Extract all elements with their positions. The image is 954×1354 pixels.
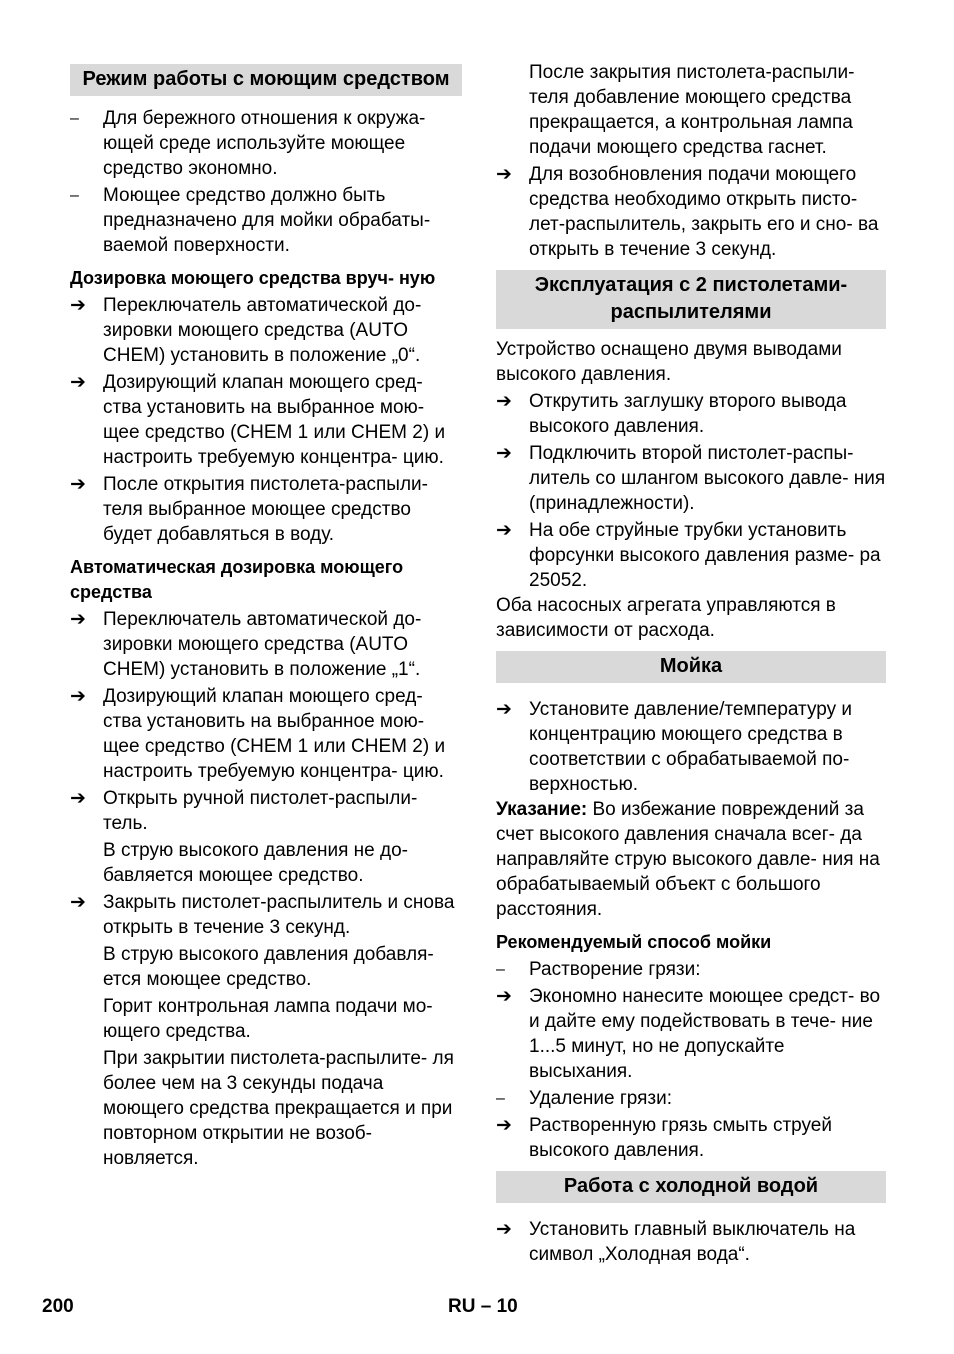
arrow-right-icon: ➔ [70,788,86,809]
list-item: – Растворение грязи: [496,959,701,980]
page-number: 200 [42,1296,74,1317]
arrow-right-icon: ➔ [70,892,86,913]
list-item: – Удаление грязи: [496,1088,673,1109]
arrow-right-icon: ➔ [496,164,512,185]
arrow-right-icon: ➔ [70,372,86,393]
paragraph: Устройство оснащено двумя выводами высокого давления. [496,339,842,385]
step-item: ➔ Переключатель автоматической до- зировки моющего средства (AUTO CHEM) установить в положение „0“. [70,295,422,366]
dash-icon: – [70,110,79,127]
step-note: В струю высокого давления не до- бавляется моющее средство. [103,840,408,886]
section-title-cold-water: Работа с холодной водой [496,1171,886,1203]
arrow-right-icon: ➔ [70,609,86,630]
arrow-right-icon: ➔ [496,1219,512,1240]
list-item: – Для бережного отношения к окружа- ющей среде используйте моющее средство экономно. [70,108,426,179]
step-note: Горит контрольная лампа подачи мо- ющего средства. [103,996,433,1042]
arrow-right-icon: ➔ [496,986,512,1007]
step-item: ➔ После открытия пистолета-распыли- теля выбранное моющее средство будет добавляться в воду. [70,474,428,545]
step-item: ➔ Установите давление/температуру и концентрацию моющего средства в соответствии с обрабатываемой по- верхностью. [496,699,853,795]
arrow-right-icon: ➔ [70,295,86,316]
arrow-right-icon: ➔ [496,443,512,464]
step-item: ➔ Установить главный выключатель на символ „Холодная вода“. [496,1219,856,1265]
section-title-dual-guns: Эксплуатация с 2 пистолетами-распылителями [496,270,886,329]
step-item: ➔ Для возобновления подачи моющего средства необходимо открыть писто- лет-распылитель, закрыть его и сно- ва открыть в течение 3 секунд. [496,164,879,260]
step-item: ➔ Открутить заглушку второго вывода высокого давления. [496,391,847,437]
step-item: ➔ На обе струйные трубки установить форсунки высокого давления разме- ра 25052. [496,520,881,591]
arrow-right-icon: ➔ [70,474,86,495]
step-item: ➔ Переключатель автоматической до- зировки моющего средства (AUTO CHEM) установить в положение „1“. [70,609,422,680]
note-paragraph: Указание: Во избежание повреждений за счет высокого давления сначала всег- да направляйте струю высокого давле- ния на обрабатываемый объект с большого расстояния. [496,799,880,920]
step-item: ➔ Дозирующий клапан моющего сред- ства установить на выбранное мою- щее средство (CHEM 1 или CHEM 2) и настроить требуемую концентра- цию. [70,372,446,468]
subheading-auto-dosing: Автоматическая дозировка моющего средства [70,557,404,602]
list-item: – Моющее средство должно быть предназначено для мойки обрабаты- ваемой поверхности. [70,185,431,256]
step-item: ➔ Экономно нанесите моющее средст- во и дайте ему подействовать в тече- ние 1...5 минут, но не допускайте высыхания. [496,986,881,1082]
section-title-detergent-mode: Режим работы с моющим средством [70,64,462,96]
page-label: RU – 10 [448,1296,518,1317]
arrow-right-icon: ➔ [70,686,86,707]
dash-icon: – [70,187,79,204]
subheading-recommended-method: Рекомендуемый способ мойки [496,932,772,952]
paragraph: Оба насосных агрегата управляются в зависимости от расхода. [496,595,836,641]
step-note: При закрытии пистолета-распылите- ля более чем на 3 секунды подача моющего средства прекращается и при повторном открытии не возоб- новляется. [103,1048,454,1169]
left-column [70,64,462,1171]
dash-icon: – [496,1090,505,1107]
right-column [496,64,886,1267]
subheading-manual-dosing: Дозировка моющего средства вруч- ную [70,268,436,288]
arrow-right-icon: ➔ [496,391,512,412]
arrow-right-icon: ➔ [496,699,512,720]
step-note: После закрытия пистолета-распыли- теля добавление моющего средства прекращается, а контрольная лампа подачи моющего средства гаснет. [529,62,855,158]
dash-icon: – [496,961,505,978]
step-item: ➔ Открыть ручной пистолет-распыли- тель. [70,788,418,834]
step-item: ➔ Подключить второй пистолет-распы- литель со шлангом высокого давле- ния (принадлежности). [496,443,886,514]
step-item: ➔ Дозирующий клапан моющего сред- ства установить на выбранное мою- щее средство (CHEM 1 или CHEM 2) и настроить требуемую концентра- цию. [70,686,446,782]
note-label: Указание: [496,799,588,820]
arrow-right-icon: ➔ [496,520,512,541]
step-item: ➔ Растворенную грязь смыть струей высокого давления. [496,1115,832,1161]
arrow-right-icon: ➔ [496,1115,512,1136]
step-note: В струю высокого давления добавля- ется моющее средство. [103,944,434,990]
section-title-washing: Мойка [496,651,886,683]
step-item: ➔ Закрыть пистолет-распылитель и снова открыть в течение 3 секунд. [70,892,455,938]
